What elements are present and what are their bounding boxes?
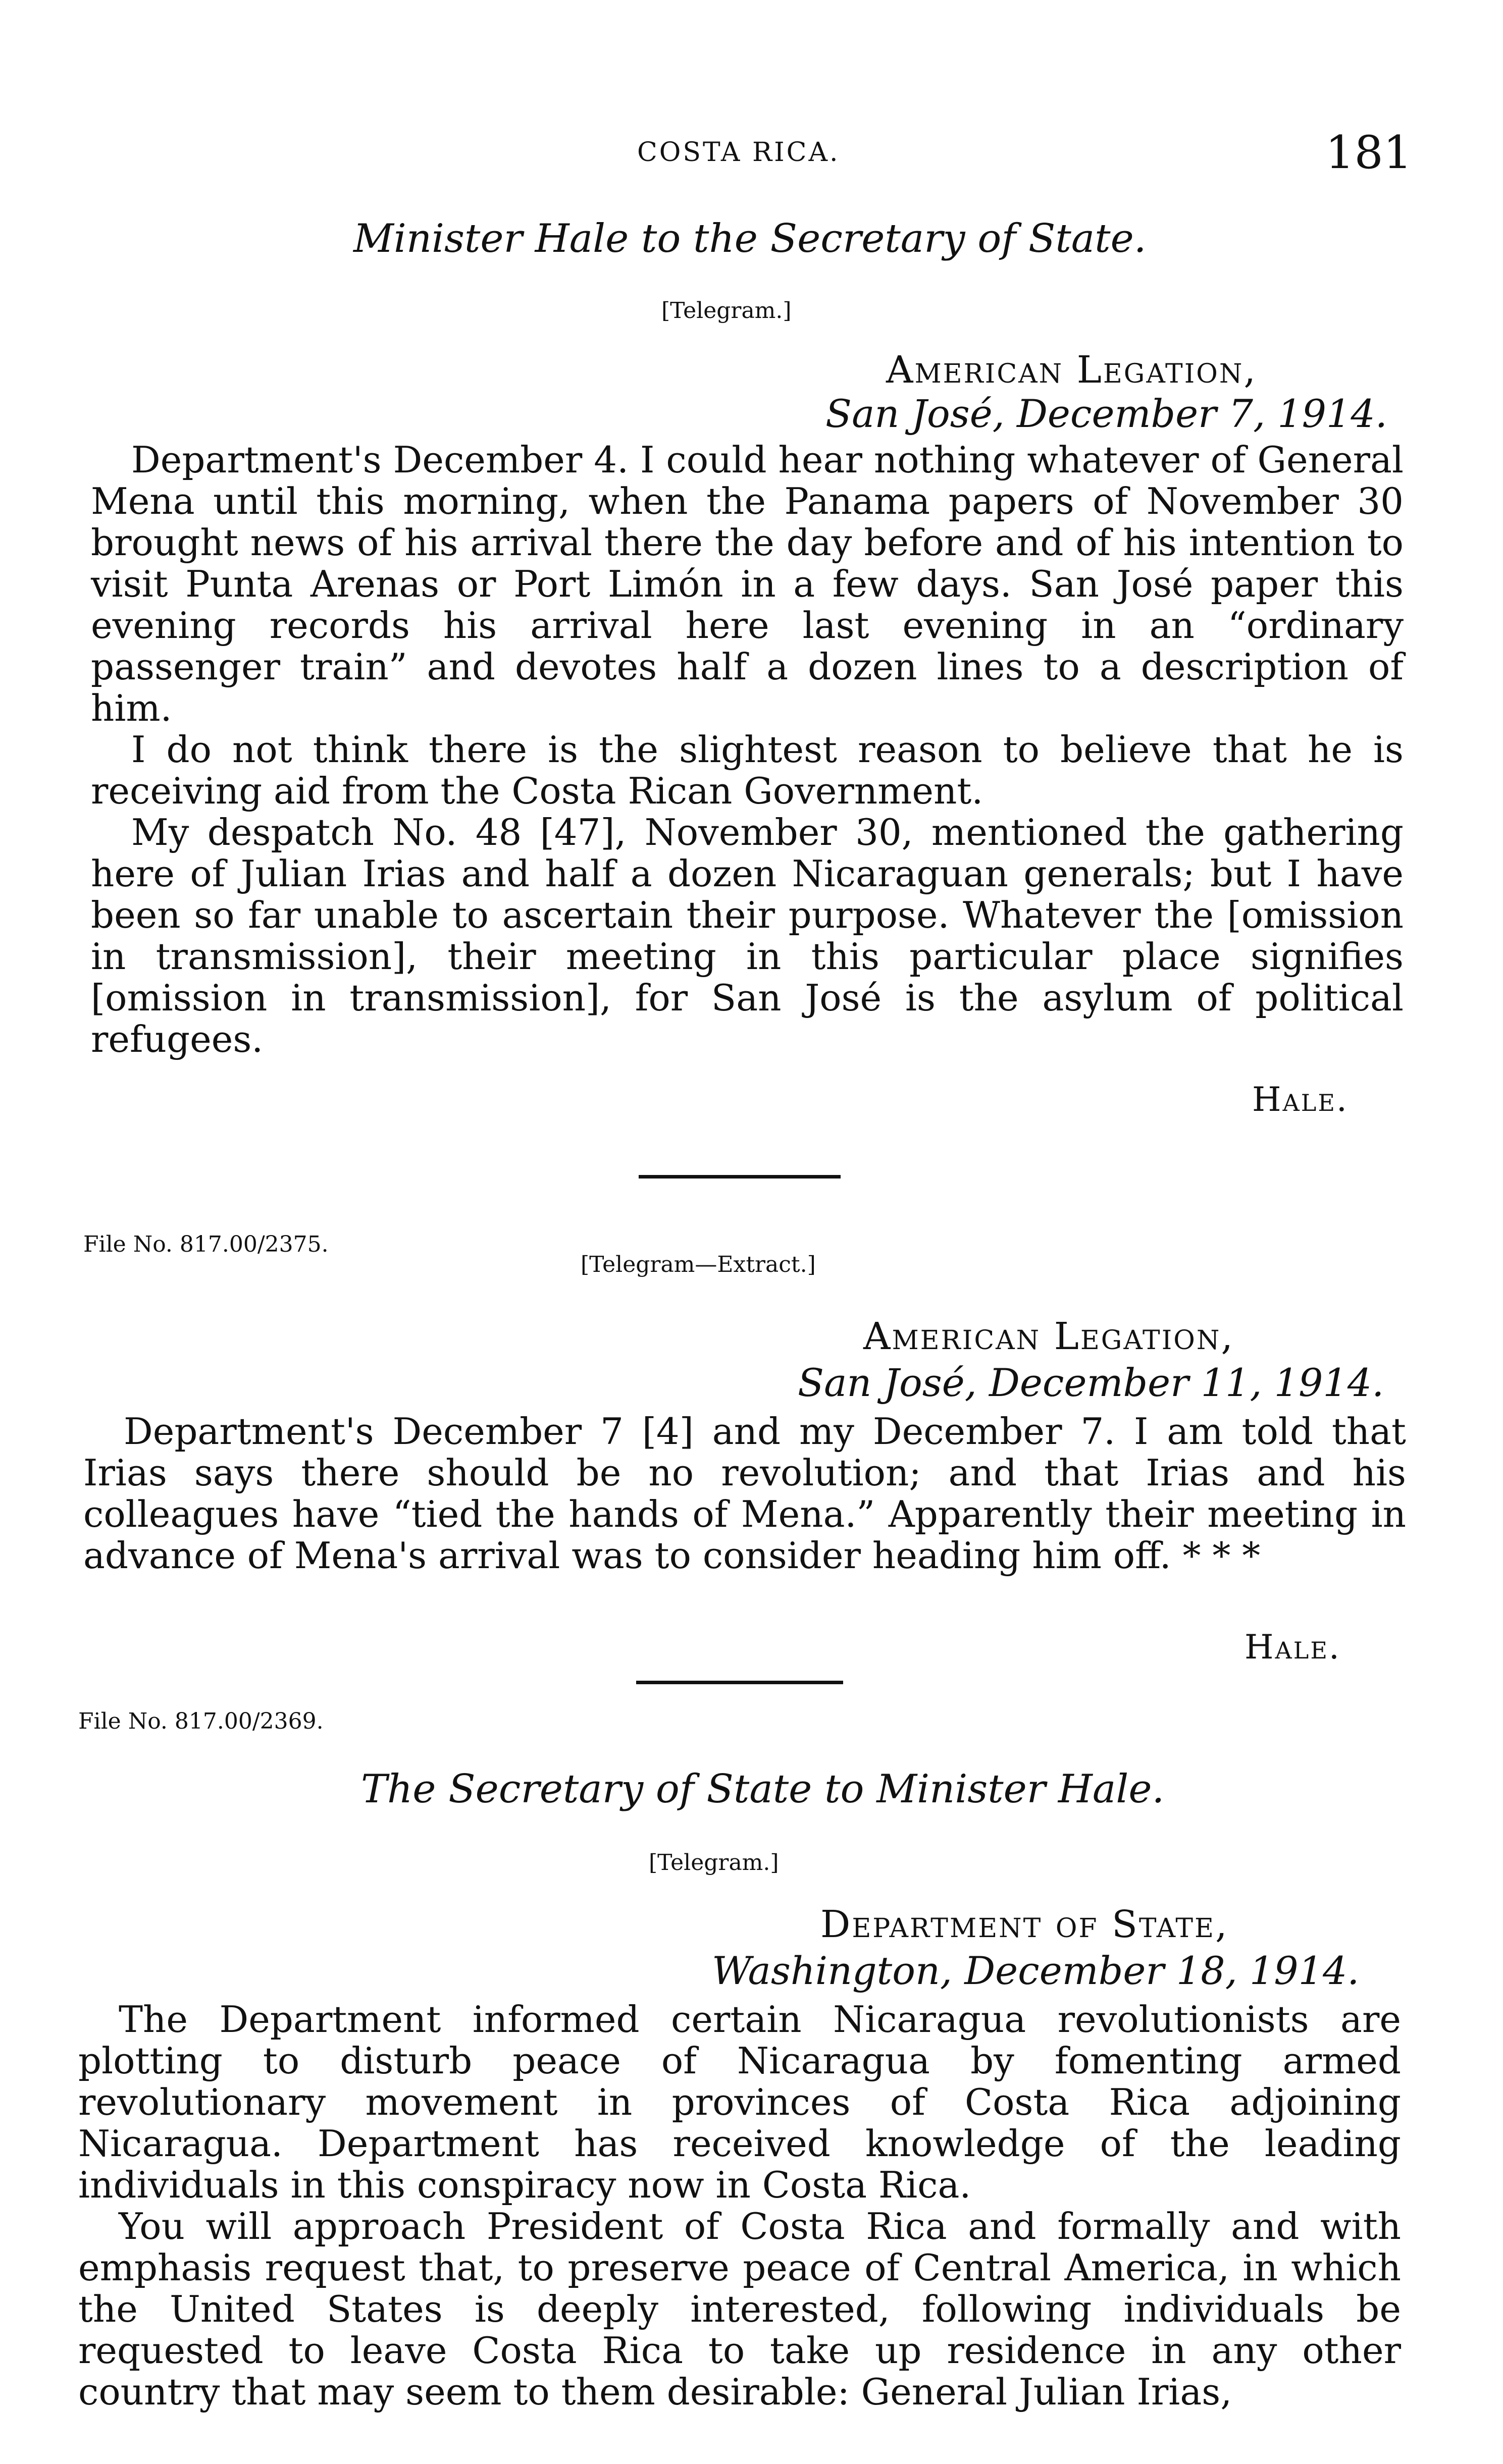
doc1-sender: American Legation, xyxy=(886,348,1257,392)
doc1-body xyxy=(91,439,1404,1060)
doc3-paragraph-1: The Department informed certain Nicaragua revolutionists are plotting to disturb peace of Nicaragua by fomenting armed revolutionary movement in provinces of Costa Rica adjoining Nicaragua. Department has received knowledge of the leading individuals in this conspiracy now in Costa Rica. xyxy=(78,1998,1401,2206)
doc2-paragraph-1: Department's December 7 [4] and my December 7. I am told that Irias says there should be no revolution; and that Irias and his colleagues have “tied the hands of Mena.” Apparently their meeting in advance of Mena's arrival was to consider heading him off. * * * xyxy=(83,1410,1406,1577)
doc1-heading: Minister Hale to the Secretary of State. xyxy=(353,216,1147,261)
doc3-body xyxy=(78,1999,1401,2413)
doc1-signature: Hale. xyxy=(1252,1080,1349,1119)
doc2-file-number: File No. 817.00/2375. xyxy=(83,1231,329,1257)
doc3-sender: Department of State, xyxy=(820,1903,1229,1946)
doc1-paragraph-1: Department's December 4. I could hear nothing whatever of General Mena until this morning, when the Panama papers of November 30 brought news of his arrival there the day before and of his intention to visit Punta Arenas or Port Limón in a few days. San José paper this evening records his arrival here last evening in an “ordinary passenger train” and devotes half a dozen lines to a description of him. xyxy=(91,439,1404,729)
section-divider xyxy=(636,1681,843,1684)
doc2-body xyxy=(83,1411,1406,1576)
running-head: COSTA RICA. xyxy=(637,137,840,168)
section-divider xyxy=(639,1175,841,1179)
page-number: 181 xyxy=(1325,126,1412,179)
doc2-sender: American Legation, xyxy=(863,1315,1234,1358)
doc3-heading: The Secretary of State to Minister Hale. xyxy=(361,1766,1165,1812)
doc2-telegram-note: [Telegram—Extract.] xyxy=(581,1252,816,1277)
doc1-telegram-note: [Telegram.] xyxy=(661,298,792,324)
doc3-paragraph-2: You will approach President of Costa Rica and formally and with emphasis request that, to preserve peace of Central America, in which the United States is deeply interested, following individuals be requested to leave Costa Rica to take up residence in any other country that may seem to them desirable: General Julian Irias, xyxy=(78,2205,1401,2413)
doc3-place-date: Washington, December 18, 1914. xyxy=(712,1948,1360,1993)
doc1-place-date: San José, December 7, 1914. xyxy=(825,391,1387,436)
doc3-telegram-note: [Telegram.] xyxy=(649,1850,779,1876)
doc3-file-number: File No. 817.00/2369. xyxy=(78,1708,324,1734)
doc2-place-date: San José, December 11, 1914. xyxy=(798,1360,1384,1405)
doc1-paragraph-3: My despatch No. 48 [47], November 30, mentioned the gathering here of Julian Irias and half a dozen Nicaraguan generals; but I have been so far unable to ascertain their purpose. Whatever the [omission in transmission], their meeting in this particular place signifies [omission in transmission], for San José is the asylum of political refugees. xyxy=(91,811,1404,1060)
doc1-paragraph-2: I do not think there is the slightest reason to believe that he is receiving aid from the Costa Rican Government. xyxy=(91,728,1404,812)
doc2-signature: Hale. xyxy=(1245,1628,1341,1667)
